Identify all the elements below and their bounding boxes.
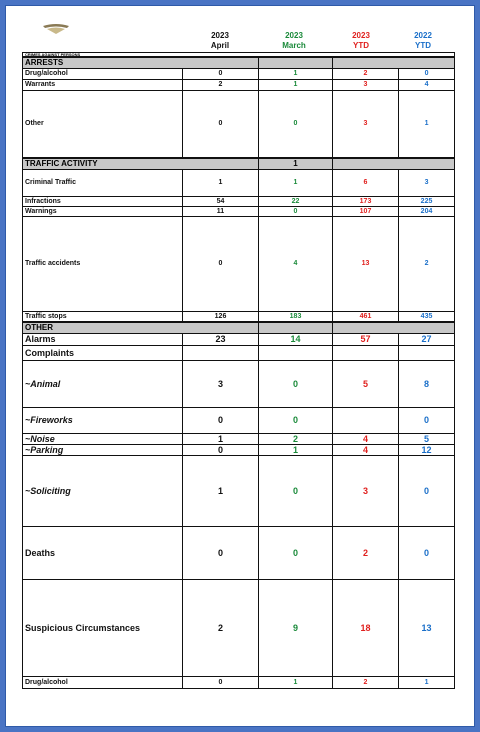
row-label: ~Soliciting [23,455,183,526]
value-cell: 3 [333,90,399,158]
value-cell: 0 [259,360,333,407]
value-cell: 8 [399,360,455,407]
row-label: Drug/alcohol [23,68,183,79]
table-row [23,526,455,579]
emblem-icon [41,20,71,36]
table-row [23,169,455,196]
value-cell: 435 [399,311,455,322]
value-cell: 0 [183,90,259,158]
value-cell: 1 [183,433,259,444]
section-header [23,322,455,333]
value-cell: 22 [259,196,333,206]
table-row [23,676,455,688]
value-cell: 183 [259,311,333,322]
section-title: TRAFFIC ACTIVITY [23,158,259,169]
value-cell: 126 [183,311,259,322]
value-cell: 0 [183,216,259,311]
value-cell: 1 [183,169,259,196]
value-cell: 1 [183,455,259,526]
value-cell: 1 [259,169,333,196]
value-cell: 173 [333,196,399,206]
value-cell: 2 [259,433,333,444]
value-cell: 461 [333,311,399,322]
table-row [23,345,455,360]
section-title: OTHER [23,322,259,333]
section-note [259,57,333,68]
section-header [23,158,455,169]
value-cell: 0 [259,90,333,158]
section-fill [333,158,455,169]
row-label: Drug/alcohol [23,676,183,688]
row-label: ~Noise [23,433,183,444]
row-label: Traffic stops [23,311,183,322]
value-cell: 54 [183,196,259,206]
value-cell: 2 [333,68,399,79]
value-cell: 1 [399,676,455,688]
section-note: 1 [259,158,333,169]
value-cell: 0 [259,206,333,216]
table-row [23,206,455,216]
value-cell: 11 [183,206,259,216]
row-label: Suspicious Circumstances [23,579,183,676]
value-cell: 0 [183,526,259,579]
row-label: Criminal Traffic [23,169,183,196]
row-label: ~Fireworks [23,407,183,433]
section-fill [333,57,455,68]
section-fill [333,322,455,333]
table-row [23,90,455,158]
value-cell: 27 [399,333,455,345]
value-cell: 204 [399,206,455,216]
table-row [23,360,455,407]
value-cell: 13 [333,216,399,311]
table-row [23,407,455,433]
col-header-ytd-2023: 2023 YTD [352,31,370,50]
row-label: ~Animal [23,360,183,407]
stats-table [22,52,455,689]
row-label: Alarms [23,333,183,345]
table-row [23,433,455,444]
value-cell: 6 [333,169,399,196]
table-row [23,455,455,526]
row-label: Traffic accidents [23,216,183,311]
value-cell: 3 [399,169,455,196]
value-cell: 3 [183,360,259,407]
table-row [23,68,455,79]
value-cell: 23 [183,333,259,345]
value-cell: 0 [183,68,259,79]
value-cell: 14 [259,333,333,345]
row-label: Deaths [23,526,183,579]
value-cell: 0 [183,444,259,455]
value-cell: 4 [333,444,399,455]
value-cell: 0 [183,407,259,433]
col-header-april: 2023 April [210,31,230,50]
table-row [23,311,455,322]
value-cell: 4 [333,433,399,444]
col-header-ytd-2022: 2022 YTD [414,31,432,50]
table-row [23,79,455,90]
value-cell: 13 [399,579,455,676]
table-row [23,333,455,345]
value-cell: 2 [399,216,455,311]
value-cell: 2 [183,579,259,676]
table-row [23,444,455,455]
value-cell: 1 [259,68,333,79]
value-cell: 2 [333,526,399,579]
value-cell [183,345,259,360]
value-cell: 1 [259,676,333,688]
value-cell [399,345,455,360]
value-cell [333,407,399,433]
value-cell: 4 [259,216,333,311]
table-row [23,196,455,206]
value-cell: 0 [399,526,455,579]
value-cell: 4 [399,79,455,90]
row-label: Other [23,90,183,158]
value-cell: 107 [333,206,399,216]
table-row [23,579,455,676]
table-row [23,216,455,311]
value-cell: 0 [183,676,259,688]
value-cell: 2 [333,676,399,688]
value-cell: 0 [399,455,455,526]
value-cell: 1 [399,90,455,158]
section-header [23,57,455,68]
row-label: ~Parking [23,444,183,455]
value-cell: 3 [333,455,399,526]
value-cell: 5 [333,360,399,407]
row-label: Warrants [23,79,183,90]
value-cell: 18 [333,579,399,676]
value-cell: 1 [259,444,333,455]
value-cell: 0 [399,407,455,433]
cut-heading-text: CRIMES AGAINST PERSONS [23,53,455,58]
value-cell: 0 [259,407,333,433]
value-cell: 9 [259,579,333,676]
value-cell: 3 [333,79,399,90]
value-cell: 0 [259,526,333,579]
row-label: Infractions [23,196,183,206]
value-cell: 12 [399,444,455,455]
section-title: ARRESTS [23,57,259,68]
col-header-march: 2023 March [282,31,306,50]
value-cell: 0 [259,455,333,526]
value-cell: 57 [333,333,399,345]
row-label: Complaints [23,345,183,360]
value-cell: 225 [399,196,455,206]
value-cell [259,345,333,360]
value-cell: 1 [259,79,333,90]
row-label: Warnings [23,206,183,216]
section-note [259,322,333,333]
value-cell: 5 [399,433,455,444]
value-cell: 0 [399,68,455,79]
value-cell [333,345,399,360]
value-cell: 2 [183,79,259,90]
